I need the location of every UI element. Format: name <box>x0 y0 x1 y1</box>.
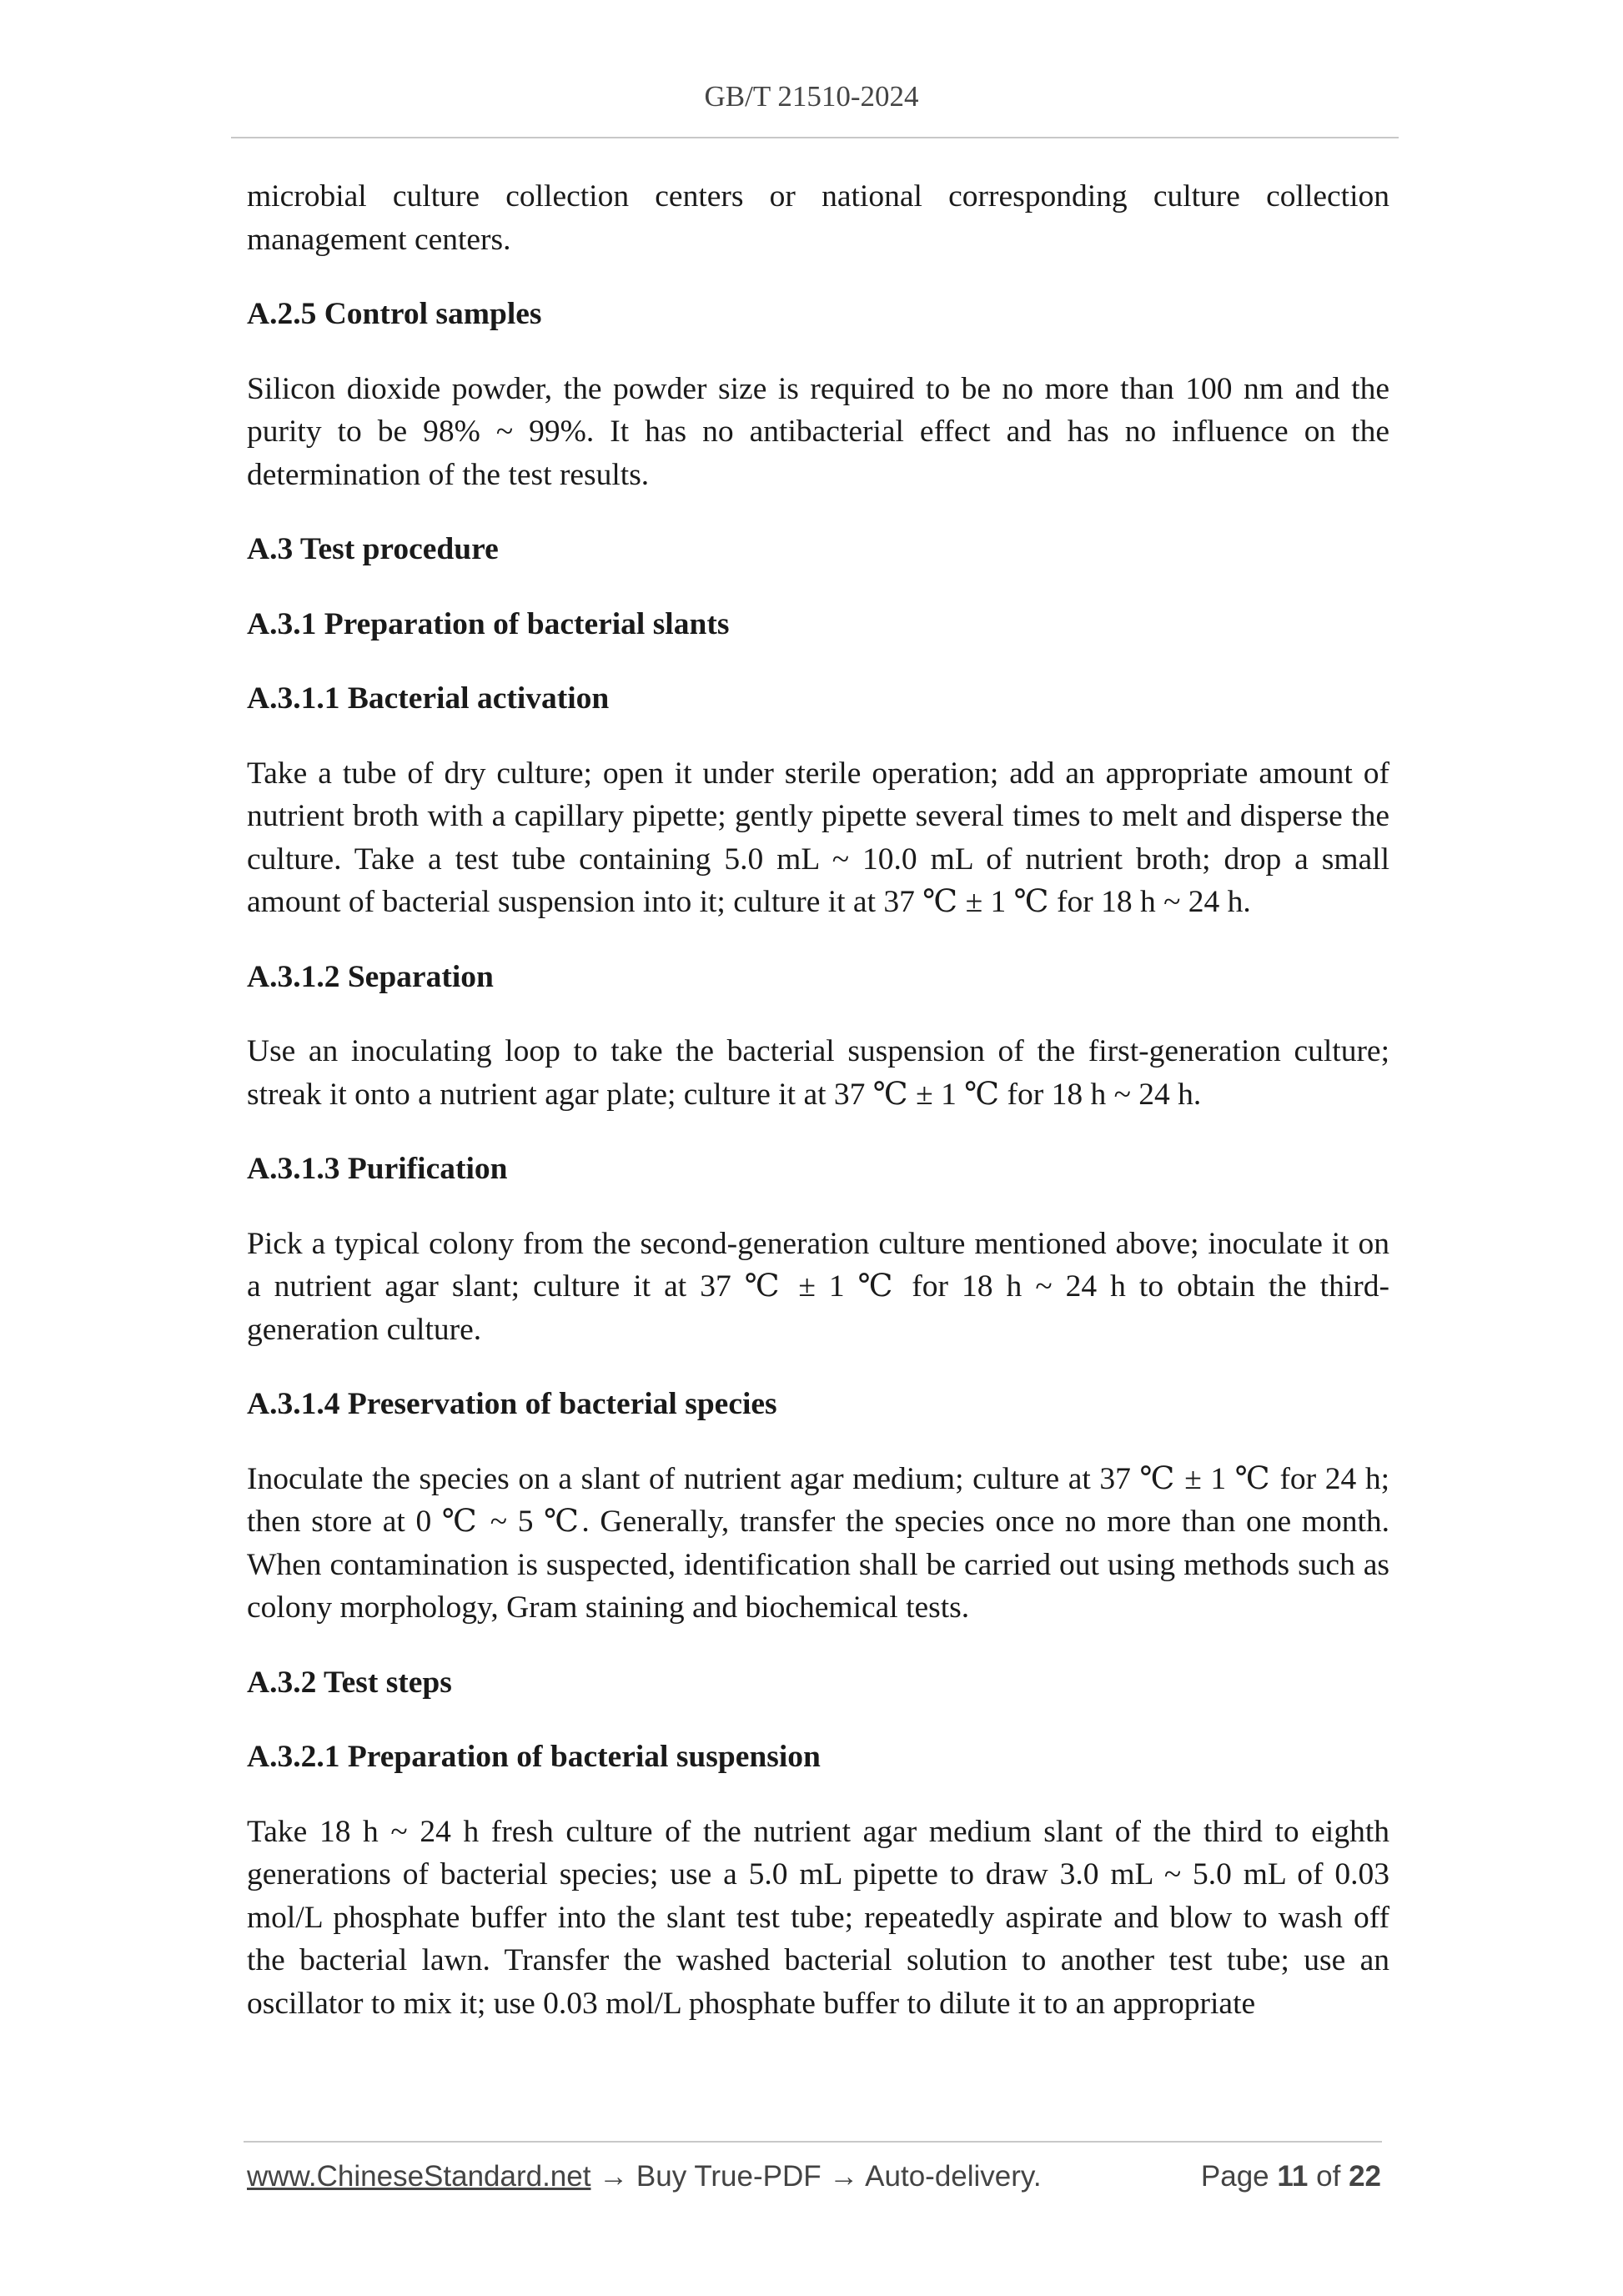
footer-promo-text: → Buy True-PDF → Auto-delivery. <box>590 2160 1042 2193</box>
header-divider <box>231 137 1399 138</box>
paragraph-continuation: microbial culture collection centers or national corresponding culture collection management centers. <box>247 179 1389 257</box>
paragraph-a-2-5: Silicon dioxide powder, the powder size is required to be no more than 100 nm and the purity to be 98% ~ 99%. It has no antibacterial effect and has no influence on the determination of the test results. <box>247 371 1389 492</box>
paragraph-a-3-1-3: Pick a typical colony from the second-generation culture mentioned above; inoculate it on a nutrient agar slant; culture it at 37 ℃ ± 1 ℃ for 18 h ~ 24 h to obtain the third-generation culture. <box>247 1226 1389 1347</box>
of-word: of <box>1316 2160 1341 2193</box>
paragraph-a-3-1-1: Take a tube of dry culture; open it under sterile operation; add an appropriate amount of nutrient broth with a capillary pipette; gently pipette several times to melt and disperse the culture. Take a test tube containing 5.0 mL ~ 10.0 mL of nutrient broth; drop a small amount of bacterial suspension into it; culture it at 37 ℃ ± 1 ℃ for 18 h ~ 24 h. <box>247 756 1389 919</box>
heading-a-3-2: A.3.2 Test steps <box>247 1665 452 1700</box>
paragraph-a-3-1-4: Inoculate the species on a slant of nutrient agar medium; culture at 37 ℃ ± 1 ℃ for 24 h; then store at 0 ℃ ~ 5 ℃. Generally, transfer the species once no more than one month. When contamination is suspected, identification shall be carried out using methods such as colony morphology, Gram staining and biochemical tests. <box>247 1461 1389 1625</box>
paragraph-a-3-1-2: Use an inoculating loop to take the bacterial suspension of the first-generation culture; streak it onto a nutrient agar plate; culture it at 37 ℃ ± 1 ℃ for 18 h ~ 24 h. <box>247 1034 1389 1112</box>
heading-a-3-1-1: A.3.1.1 Bacterial activation <box>247 681 610 716</box>
page-indicator <box>1201 2160 1381 2193</box>
heading-a-3: A.3 Test procedure <box>247 532 499 566</box>
footer-divider <box>244 2141 1382 2143</box>
heading-a-3-1: A.3.1 Preparation of bacterial slants <box>247 606 730 641</box>
page-header-doc-id: GB/T 21510-2024 <box>704 80 919 113</box>
paragraph-a-3-2-1: Take 18 h ~ 24 h fresh culture of the nutrient agar medium slant of the third to eighth generations of bacterial species; use a 5.0 mL pipette to draw 3.0 mL ~ 5.0 mL of 0.03 mol/L phosphate buffer into the slant test tube; repeatedly aspirate and blow to wash off the bacterial lawn. Transfer the washed bacterial solution to another test tube; use an oscillator to mix it; use 0.03 mol/L phosphate buffer to dilute it to an appropriate <box>247 1814 1389 2021</box>
current-page-number: 11 <box>1277 2160 1309 2193</box>
heading-a-3-1-3: A.3.1.3 Purification <box>247 1152 508 1186</box>
heading-a-3-1-2: A.3.1.2 Separation <box>247 959 494 994</box>
heading-a-2-5: A.2.5 Control samples <box>247 297 542 331</box>
footer-promo <box>247 2160 1042 2193</box>
heading-a-3-1-4: A.3.1.4 Preservation of bacterial species <box>247 1387 777 1421</box>
footer-site-link[interactable]: www.ChineseStandard.net <box>247 2160 591 2193</box>
page-word: Page <box>1200 2160 1269 2193</box>
total-page-count: 22 <box>1349 2160 1381 2193</box>
heading-a-3-2-1: A.3.2.1 Preparation of bacterial suspension <box>247 1740 821 1774</box>
document-body <box>247 175 1389 2057</box>
